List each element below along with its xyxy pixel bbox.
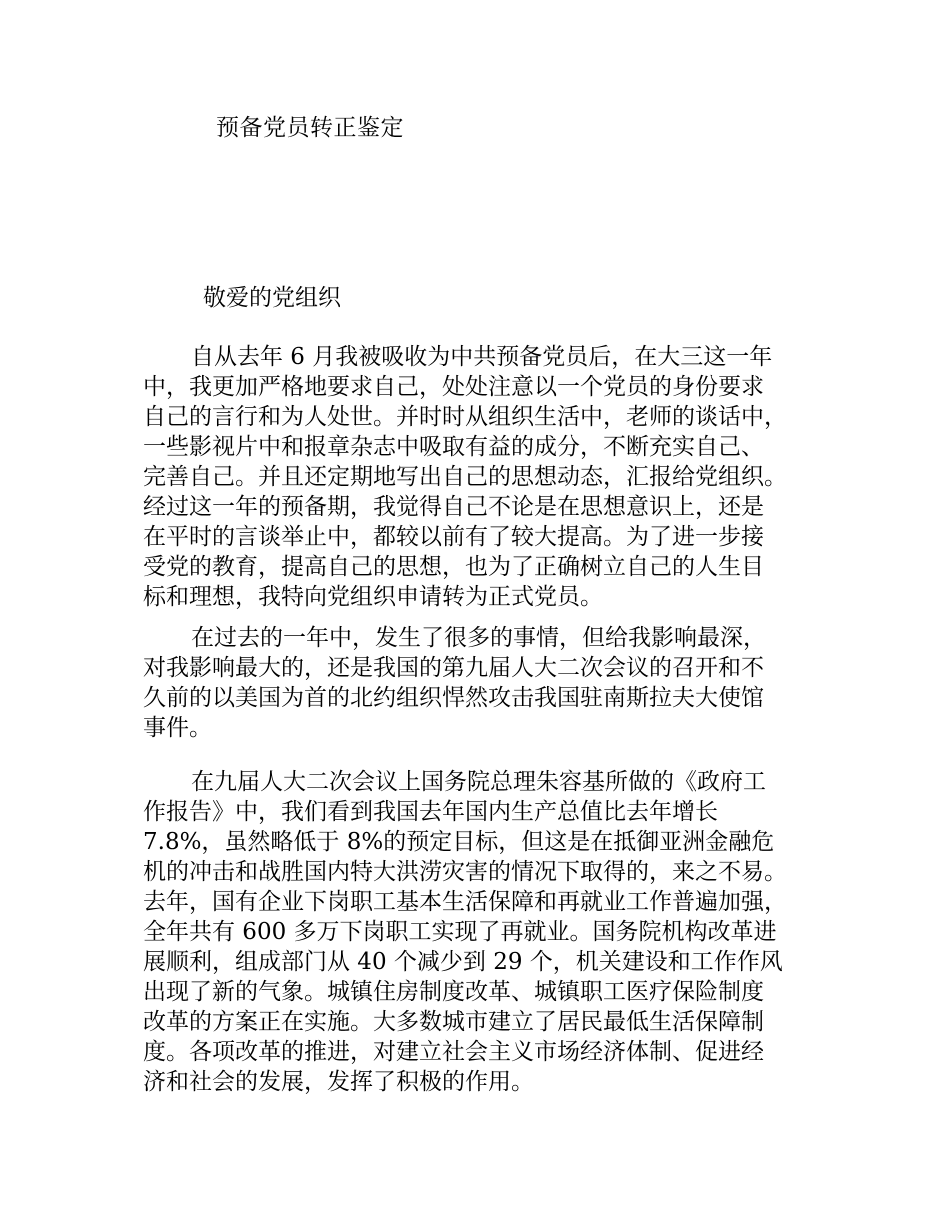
paragraph-line: 展顺利，组成部门从 40 个减少到 29 个，机关建设和工作作风 xyxy=(143,949,783,975)
salutation: 敬爱的党组织 xyxy=(203,285,341,311)
paragraph-line: 自从去年 6 月我被吸收为中共预备党员后，在大三这一年 xyxy=(191,344,773,370)
paragraph-line: 改革的方案正在实施。大多数城市建立了居民最低生活保障制 xyxy=(143,1009,764,1035)
paragraph-line: 在过去的一年中，发生了很多的事情，但给我影响最深， xyxy=(191,625,766,651)
paragraph-line: 机的冲击和战胜国内特大洪涝灾害的情况下取得的，来之不易。 xyxy=(143,859,787,885)
paragraph-line: 在九届人大二次会议上国务院总理朱容基所做的《政府工 xyxy=(191,769,766,795)
paragraph-line: 在平时的言谈举止中，都较以前有了较大提高。为了进一步接 xyxy=(143,524,764,550)
paragraph-line: 标和理想，我特向党组织申请转为正式党员。 xyxy=(143,584,603,610)
paragraph-line: 出现了新的气象。城镇住房制度改革、城镇职工医疗保险制度 xyxy=(143,979,764,1005)
paragraph-line: 经过这一年的预备期，我觉得自己不论是在思想意识上，还是 xyxy=(143,494,764,520)
paragraph-3 xyxy=(143,767,823,1097)
document-title: 预备党员转正鉴定 xyxy=(216,115,404,141)
paragraph-line: 自己的言行和为人处世。并时时从组织生活中，老师的谈话中， xyxy=(143,404,787,430)
paragraph-line: 济和社会的发展，发挥了积极的作用。 xyxy=(143,1069,534,1095)
paragraph-1 xyxy=(143,342,823,612)
paragraph-line: 去年，国有企业下岗职工基本生活保障和再就业工作普遍加强， xyxy=(143,889,787,915)
paragraph-line: 全年共有 600 多万下岗职工实现了再就业。国务院机构改革进 xyxy=(143,919,777,945)
paragraph-line: 久前的以美国为首的北约组织悍然攻击我国驻南斯拉夫大使馆 xyxy=(143,685,764,711)
paragraph-line: 度。各项改革的推进，对建立社会主义市场经济体制、促进经 xyxy=(143,1039,764,1065)
paragraph-line: 受党的教育，提高自己的思想，也为了正确树立自己的人生目 xyxy=(143,554,764,580)
paragraph-line: 作报告》中，我们看到我国去年国内生产总值比去年增长 xyxy=(143,799,718,825)
paragraph-line: 完善自己。并且还定期地写出自己的思想动态，汇报给党组织。 xyxy=(143,464,787,490)
paragraph-line: 中，我更加严格地要求自己，处处注意以一个党员的身份要求 xyxy=(143,374,764,400)
paragraph-2 xyxy=(143,623,823,743)
paragraph-line: 一些影视片中和报章杂志中吸取有益的成分，不断充实自己、 xyxy=(143,434,764,460)
paragraph-line: 7.8%，虽然略低于 8%的预定目标，但这是在抵御亚洲金融危 xyxy=(143,829,775,855)
paragraph-line: 对我影响最大的，还是我国的第九届人大二次会议的召开和不 xyxy=(143,655,764,681)
paragraph-line: 事件。 xyxy=(143,715,212,741)
